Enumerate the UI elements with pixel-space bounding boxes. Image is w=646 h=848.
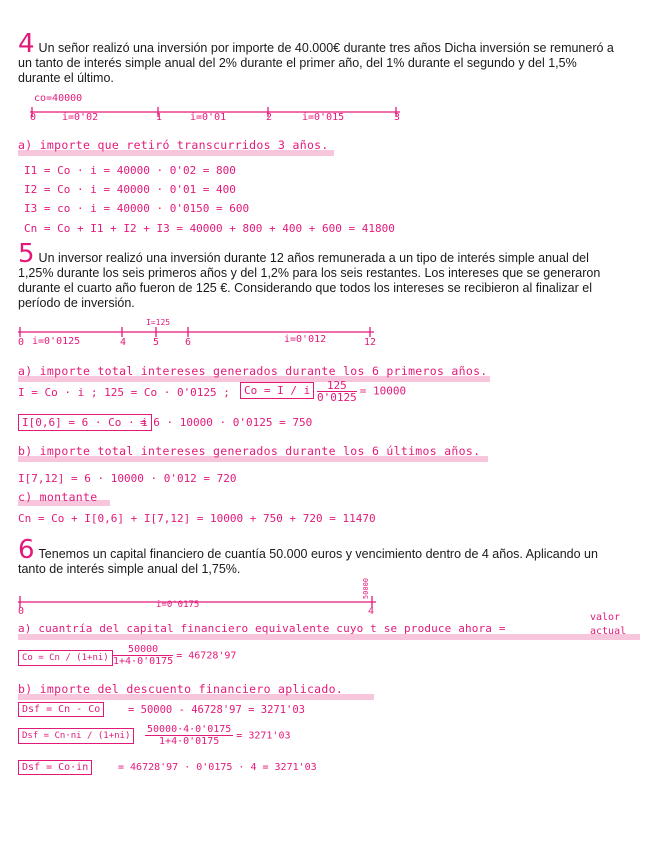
- calc-line: = 6 · 10000 · 0'0125 = 750: [140, 416, 313, 429]
- calc-line: I = Co · i ; 125 = Co · 0'0125 ;: [18, 386, 230, 399]
- annotation: valor: [590, 612, 621, 623]
- calc-line: Cn = Co + I1 + I2 + I3 = 40000 + 800 + 400 + 600 = 41800: [24, 222, 395, 235]
- rate-label: i=0'01: [190, 112, 227, 123]
- question-c: c) montante: [18, 490, 98, 504]
- problem-text: Un inversor realizó una inversión durante 12 años remunerada a un tipo de interés simple anual del 1,25% durante los seis primeros años y del 1,2% para los seis restantes. Los intereses que se generaron durante el cuarto año fueron de 125 €. Considerando que todos los intereses se recibieron al finalizar el período de inversión.: [18, 251, 601, 310]
- calc-line: I3 = co · i = 40000 · 0'0150 = 600: [24, 202, 250, 215]
- problem-number: 6: [18, 535, 35, 565]
- tick-label: 0: [30, 112, 37, 123]
- formula-box: Co = Cn / (1+ni): [18, 650, 113, 666]
- fraction: [142, 724, 290, 747]
- question-a: a) importe que retiró transcurridos 3 años.: [18, 138, 329, 152]
- calc-line: = 50000 - 46728'97 = 3271'03: [128, 704, 306, 716]
- calc-result: = 46728'97: [176, 650, 237, 662]
- calc-line: I[7,12] = 6 · 10000 · 0'012 = 720: [18, 472, 237, 485]
- question-a: a) cuantría del capital financiero equivalente cuyo t se produce ahora =: [18, 622, 506, 635]
- tick-label: 2: [266, 112, 273, 123]
- tick-label: 0: [18, 337, 25, 348]
- fraction-numerator: 50000·4·0'0175: [147, 724, 232, 735]
- calc-result: = 3271'03: [236, 730, 291, 742]
- fraction-denominator: 1+4·0'0175: [159, 736, 220, 747]
- question-b: b) importe del descuento financiero aplicado.: [18, 682, 344, 696]
- rate-label: i=0'012: [284, 334, 327, 345]
- formula-box: I[0,6] = 6 · Co · i: [18, 414, 152, 431]
- tick-label: 4: [368, 606, 375, 617]
- formula-box: Dsf = Cn - Co: [18, 702, 104, 717]
- calc-result: = 10000: [359, 384, 407, 398]
- fraction-denominator: 0'0125: [317, 391, 357, 404]
- tick-label: 5: [153, 337, 160, 348]
- capital-label: 50000: [362, 578, 370, 600]
- problem-5-statement: [18, 239, 618, 311]
- rate-label: i=0'02: [62, 112, 99, 123]
- question-a: a) importe total intereses generados durante los 6 primeros años.: [18, 364, 488, 378]
- fraction-denominator: 1+4·0'0175: [113, 656, 174, 667]
- problem-text: Un señor realizó una inversión por importe de 40.000€ durante tres años Dicha inversión se remuneró a un tanto de interés simple anual del 2% durante el primer año, del 1% durante el segundo y del 1,5% durante el último.: [18, 41, 614, 85]
- interest-label: I=125: [146, 318, 171, 327]
- tick-label: 6: [185, 337, 192, 348]
- formula-box: Co = I / i: [240, 382, 314, 399]
- formula-box: Dsf = Co·in: [18, 760, 92, 775]
- calc-line: = 46728'97 · 0'0175 · 4 = 3271'03: [118, 762, 317, 773]
- problem-4-statement: [18, 29, 618, 86]
- formula-box: Dsf = Cn·ni / (1+ni): [18, 728, 134, 744]
- calc-line: I1 = Co · i = 40000 · 0'02 = 800: [24, 164, 236, 177]
- tick-label: 4: [120, 337, 127, 348]
- tick-label: 1: [156, 112, 163, 123]
- tick-label: 0: [18, 606, 25, 617]
- problem-number: 4: [18, 29, 35, 59]
- fraction-numerator: 50000: [113, 644, 173, 656]
- question-b: b) importe total intereses generados durante los 6 últimos años.: [18, 444, 481, 458]
- annotation: actual: [590, 626, 627, 637]
- calc-line: Cn = Co + I[0,6] + I[7,12] = 10000 + 750 + 720 = 11470: [18, 512, 376, 525]
- initial-capital-label: co=40000: [34, 93, 83, 104]
- problem-6-statement: [18, 535, 618, 577]
- fraction: [314, 380, 406, 403]
- problem-number: 5: [18, 239, 35, 269]
- rate-label: i=0'015: [302, 112, 345, 123]
- rate-label: i=0'0175: [156, 600, 200, 610]
- tick-label: 12: [364, 337, 377, 348]
- fraction: [110, 644, 236, 667]
- tick-label: 3: [394, 112, 401, 123]
- rate-label: i=0'0125: [32, 336, 81, 347]
- problem-text: Tenemos un capital financiero de cuantía 50.000 euros y vencimiento dentro de 4 años. Aplicando un tanto de interés simple anual del 1,75%.: [18, 547, 598, 576]
- calc-line: I2 = Co · i = 40000 · 0'01 = 400: [24, 183, 236, 196]
- fraction-numerator: 125: [317, 380, 357, 392]
